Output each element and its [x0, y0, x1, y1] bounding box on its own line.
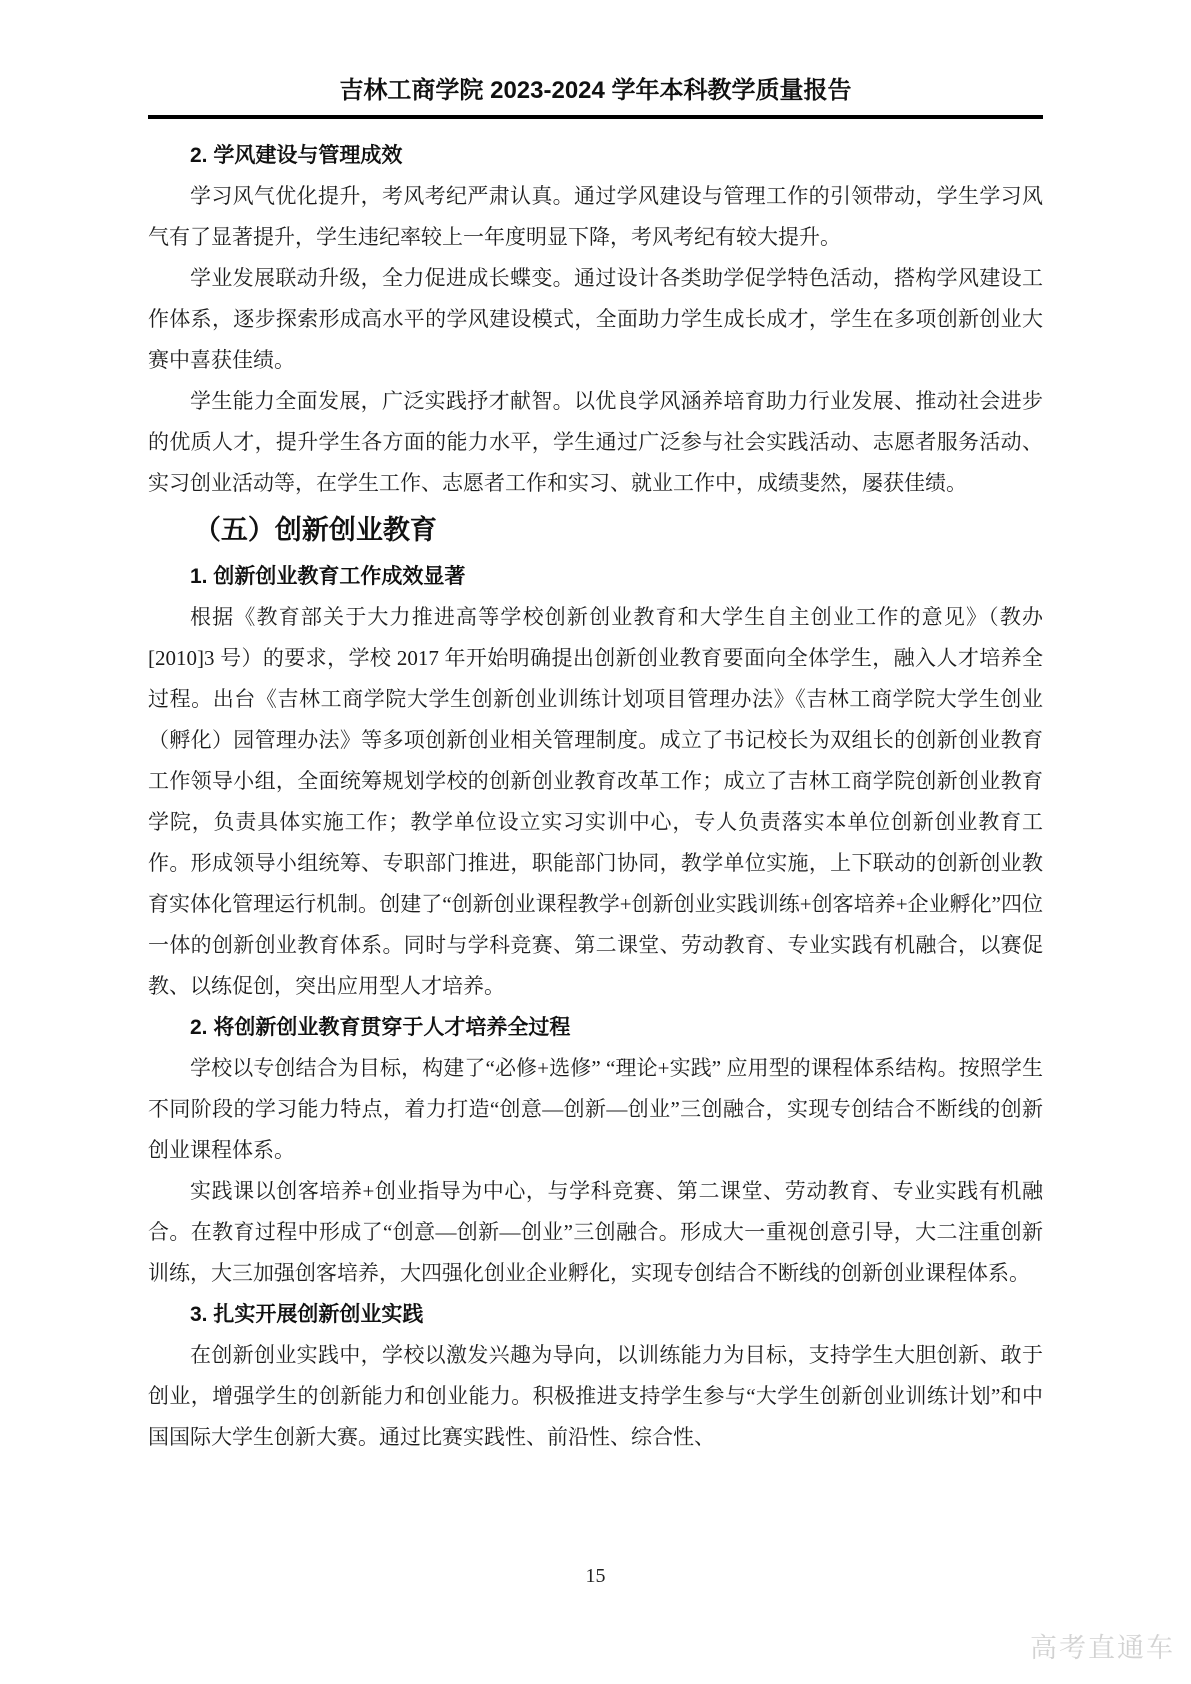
header-rule: [148, 115, 1043, 119]
paragraph: 根据《教育部关于大力推进高等学校创新创业教育和大学生自主创业工作的意见》（教办[2010]3 号）的要求，学校 2017 年开始明确提出创新创业教育要面向全体学生，融入人才培养全过程。出台《吉林工商学院大学生创新创业训练计划项目管理办法》《吉林工商学院大学生创业（孵化）园管理办法》等多项创新创业相关管理制度。成立了书记校长为双组长的创新创业教育工作领导小组，全面统筹规划学校的创新创业教育改革工作；成立了吉林工商学院创新创业教育学院，负责具体实施工作；教学单位设立实习实训中心，专人负责落实本单位创新创业教育工作。形成领导小组统筹、专职部门推进，职能部门协同，教学单位实施，上下联动的创新创业教育实体化管理运行机制。创建了“创新创业课程教学+创新创业实践训练+创客培养+企业孵化”四位一体的创新创业教育体系。同时与学科竞赛、第二课堂、劳动教育、专业实践有机融合，以赛促教、以练促创，突出应用型人才培养。: [148, 605, 1043, 998]
document-body: [148, 135, 1043, 1458]
section-heading-whole-process: 2. 将创新创业教育贯穿于人才培养全过程: [190, 1016, 571, 1039]
paragraph: 在创新创业实践中，学校以激发兴趣为导向，以训练能力为目标，支持学生大胆创新、敢于创业，增强学生的创新能力和创业能力。积极推进支持学生参与“大学生创新创业训练计划”和中国国际大学生创新大赛。通过比赛实践性、前沿性、综合性、: [148, 1343, 1043, 1449]
page-header: [0, 0, 1191, 119]
page-number: 15: [585, 1565, 606, 1587]
paragraph: 学生能力全面发展，广泛实践抒才献智。以优良学风涵养培育助力行业发展、推动社会进步的优质人才，提升学生各方面的能力水平，学生通过广泛参与社会实践活动、志愿者服务活动、实习创业活动等，在学生工作、志愿者工作和实习、就业工作中，成绩斐然，屡获佳绩。: [148, 389, 1043, 495]
section-heading-study-style: 2. 学风建设与管理成效: [190, 144, 403, 167]
watermark: 高考直通车: [1030, 1633, 1175, 1663]
paragraph: 学业发展联动升级，全力促进成长蝶变。通过设计各类助学促学特色活动，搭构学风建设工作体系，逐步探索形成高水平的学风建设模式，全面助力学生成长成才，学生在多项创新创业大赛中喜获佳绩。: [148, 266, 1043, 372]
chapter-heading-innovation-education: （五）创新创业教育: [193, 515, 437, 545]
section-heading-practice: 3. 扎实开展创新创业实践: [190, 1303, 424, 1326]
paragraph: 学习风气优化提升，考风考纪严肃认真。通过学风建设与管理工作的引领带动，学生学习风气有了显著提升，学生违纪率较上一年度明显下降，考风考纪有较大提升。: [148, 184, 1043, 249]
section-heading-achievements: 1. 创新创业教育工作成效显著: [190, 565, 466, 588]
paragraph: 学校以专创结合为目标，构建了“必修+选修” “理论+实践” 应用型的课程体系结构。按照学生不同阶段的学习能力特点，着力打造“创意—创新—创业”三创融合，实现专创结合不断线的创新创业课程体系。: [148, 1056, 1043, 1162]
header-title: 吉林工商学院 2023-2024 学年本科教学质量报告: [339, 77, 852, 104]
paragraph: 实践课以创客培养+创业指导为中心，与学科竞赛、第二课堂、劳动教育、专业实践有机融合。在教育过程中形成了“创意—创新—创业”三创融合。形成大一重视创意引导，大二注重创新训练，大三加强创客培养，大四强化创业企业孵化，实现专创结合不断线的创新创业课程体系。: [148, 1179, 1043, 1285]
